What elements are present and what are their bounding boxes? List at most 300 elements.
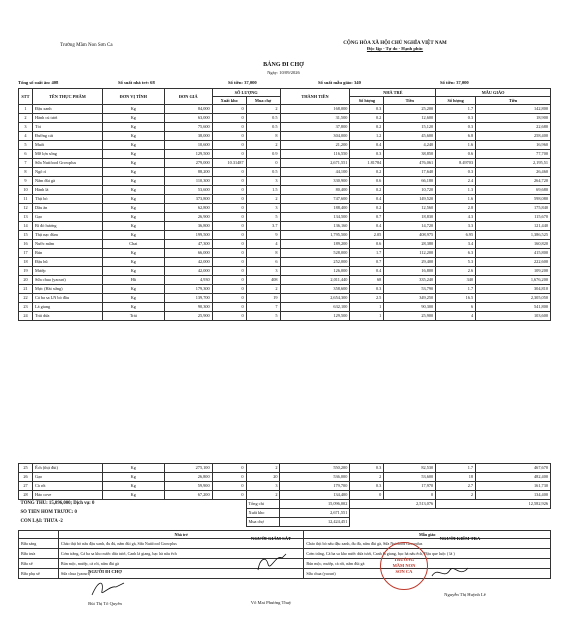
- table-cell: 25: [19, 464, 33, 473]
- table-row: [19, 312, 551, 321]
- col-amount: THÀNH TIỀN: [280, 89, 350, 105]
- table-cell: 28,380: [384, 240, 436, 249]
- table-cell: 0.4: [350, 267, 384, 276]
- table-cell: 373,800: [164, 195, 212, 204]
- table-cell: 0: [212, 150, 246, 159]
- table-cell: 142,800: [476, 105, 551, 114]
- table-cell: 115,670: [476, 213, 551, 222]
- table-cell: 4.3: [436, 213, 476, 222]
- table-cell: 161,730: [476, 482, 551, 491]
- table-cell: 26,800: [164, 473, 212, 482]
- table-cell: 18: [19, 258, 33, 267]
- table-cell: 0.5: [246, 123, 280, 132]
- table-cell: 0.6: [350, 177, 384, 186]
- table-cell: 69,680: [476, 186, 551, 195]
- table-cell: 26,460: [476, 168, 551, 177]
- table-cell: 17: [19, 249, 33, 258]
- col-price: ĐƠN GIÁ: [164, 89, 212, 105]
- table-cell: Gạo: [32, 473, 102, 482]
- table-cell: Hũ: [102, 276, 164, 285]
- table-cell: 0: [212, 285, 246, 294]
- table-cell: 279,000: [164, 159, 212, 168]
- table-cell: 0.3: [436, 168, 476, 177]
- table-cell: 175,840: [476, 204, 551, 213]
- table-cell: 0: [212, 177, 246, 186]
- col-name: TÊN THỰC PHẨM: [32, 89, 102, 105]
- table-cell: 0: [384, 491, 436, 500]
- table-row: [19, 276, 551, 285]
- total-label: Tổng chi: [246, 500, 280, 509]
- table-cell: Mực (Hải sứng): [32, 285, 102, 294]
- table-cell: 408: [246, 276, 280, 285]
- table-cell: 134,400: [476, 491, 551, 500]
- table-cell: 6.3: [436, 249, 476, 258]
- table-row: [19, 303, 551, 312]
- table-cell: 66,180: [384, 177, 436, 186]
- table-cell: Kg: [102, 231, 164, 240]
- table-cell: 9: [19, 177, 33, 186]
- table-row: [19, 231, 551, 240]
- table-cell: 28: [19, 491, 33, 500]
- table-cell: 112,200: [384, 249, 436, 258]
- table-cell: Sữa chua (yaourt): [32, 276, 102, 285]
- table-cell: Bún: [32, 249, 102, 258]
- table-cell: 37,800: [280, 123, 350, 132]
- table-cell: 80,400: [280, 186, 350, 195]
- table-cell: 109,200: [476, 267, 551, 276]
- table-cell: Kg: [102, 213, 164, 222]
- table-cell: 747,600: [280, 195, 350, 204]
- table-cell: Kg: [102, 168, 164, 177]
- table-cell: 2,671,551: [280, 159, 350, 168]
- kids-meals: Số suất nhà trẻ: 68: [118, 80, 155, 85]
- table-cell: 0.5: [246, 114, 280, 123]
- table-cell: 134,400: [280, 491, 350, 500]
- table-cell: 0: [212, 231, 246, 240]
- table-cell: Nước mắm: [32, 240, 102, 249]
- menu-head-nt: Nhà trẻ: [58, 531, 303, 539]
- table-cell: 2: [246, 141, 280, 150]
- table-cell: 1,676,200: [476, 276, 551, 285]
- food-table: [18, 88, 551, 321]
- table-cell: Mỡ lợn sống: [32, 150, 102, 159]
- table-cell: 415,800: [476, 249, 551, 258]
- table-cell: 4: [19, 132, 33, 141]
- table-row: [19, 195, 551, 204]
- table-cell: 20: [246, 473, 280, 482]
- table-cell: 0.3: [350, 105, 384, 114]
- meal-dishes: Bún mộc, mướp, cà rốt, nấm đùi gà: [58, 559, 303, 569]
- table-cell: Trái: [102, 312, 164, 321]
- table-row: [19, 168, 551, 177]
- table-cell: 0: [212, 249, 246, 258]
- table-cell: 2: [246, 105, 280, 114]
- table-cell: Ếch (thịt đùi): [32, 464, 102, 473]
- table-cell: 13: [19, 213, 33, 222]
- table-row: [19, 267, 551, 276]
- table-cell: 304,000: [280, 132, 350, 141]
- col-mg: MẪU GIÁO: [436, 89, 551, 97]
- table-cell: Ngô rì: [32, 168, 102, 177]
- food-table-continued: [18, 463, 551, 527]
- table-cell: 0: [212, 213, 246, 222]
- table-cell: 66,000: [164, 249, 212, 258]
- table-row: [19, 222, 551, 231]
- table-cell: 550,200: [280, 464, 350, 473]
- table-cell: 68: [350, 276, 384, 285]
- table-cell: 3: [246, 177, 280, 186]
- table-cell: 168,000: [280, 105, 350, 114]
- table-cell: Kg: [102, 491, 164, 500]
- table-cell: 0: [212, 267, 246, 276]
- table-cell: 90,300: [164, 303, 212, 312]
- table-cell: 18,900: [476, 114, 551, 123]
- table-cell: 22: [19, 294, 33, 303]
- table-row: [19, 186, 551, 195]
- table-cell: 45,600: [384, 132, 436, 141]
- table-cell: 2: [350, 473, 384, 482]
- table-cell: Kg: [102, 186, 164, 195]
- table-cell: 1,386,525: [476, 231, 551, 240]
- table-cell: Kg: [102, 294, 164, 303]
- table-cell: Lá giang: [32, 303, 102, 312]
- table-cell: 38,000: [164, 132, 212, 141]
- table-cell: 116,550: [280, 150, 350, 159]
- table-cell: Kg: [102, 464, 164, 473]
- nation-title: CỘNG HÒA XÃ HỘI CHỦ NGHĨA VIỆT NAM: [343, 41, 447, 46]
- table-cell: 0: [212, 464, 246, 473]
- table-cell: 0: [212, 186, 246, 195]
- table-cell: 2: [436, 491, 476, 500]
- signature-supervisor: [216, 536, 326, 541]
- table-cell: 1.7: [350, 249, 384, 258]
- table-cell: 2,305,050: [476, 294, 551, 303]
- table-cell: 67,200: [164, 491, 212, 500]
- table-cell: Kg: [102, 195, 164, 204]
- table-cell: 2: [246, 285, 280, 294]
- table-row: [19, 114, 551, 123]
- table-cell: 36,800: [164, 222, 212, 231]
- table-cell: 598,080: [476, 195, 551, 204]
- table-cell: 1: [19, 105, 33, 114]
- table-cell: 0: [212, 294, 246, 303]
- table-cell: Kg: [102, 482, 164, 491]
- table-cell: 77,700: [476, 150, 551, 159]
- meal-dishes: Sữa chua (yaourt): [304, 569, 551, 579]
- school-stamp: TRƯỜNG MẦM NON SƠN CA: [380, 542, 428, 590]
- total-income: TỔNG THU: 15,096,000; Dịch vụ: 0: [20, 501, 95, 507]
- supervisor-name: Võ Mai Phương Thuỳ: [250, 600, 292, 605]
- table-cell: 0.4: [350, 141, 384, 150]
- table-cell: 53,600: [164, 186, 212, 195]
- table-cell: 10,720: [384, 186, 436, 195]
- table-row: [19, 464, 551, 473]
- table-cell: 0.7: [350, 258, 384, 267]
- table-cell: Thịt bò: [32, 195, 102, 204]
- table-cell: 2: [246, 464, 280, 473]
- menu-head-mg: Mẫu giáo: [304, 531, 551, 539]
- table-cell: 2,011,440: [280, 276, 350, 285]
- table-cell: 5: [246, 213, 280, 222]
- table-cell: 252,000: [280, 258, 350, 267]
- table-row: [19, 159, 551, 168]
- table-cell: Đậu xanh: [32, 105, 102, 114]
- table-cell: 0: [212, 114, 246, 123]
- table-cell: 53,600: [384, 473, 436, 482]
- table-cell: 2.5: [350, 294, 384, 303]
- table-cell: 0.3: [350, 285, 384, 294]
- table-cell: 0: [212, 240, 246, 249]
- table-cell: Đường cát: [32, 132, 102, 141]
- table-cell: 0.2: [350, 168, 384, 177]
- table-cell: 29,400: [384, 258, 436, 267]
- table-cell: 129,500: [280, 312, 350, 321]
- table-cell: Kg: [102, 177, 164, 186]
- signature-checker: [400, 536, 520, 541]
- checker-signature-scribble: [430, 560, 470, 584]
- table-cell: 2.6: [436, 267, 476, 276]
- table-row: [19, 204, 551, 213]
- kg-meals: Số suất mẫu giáo: 340: [318, 80, 361, 85]
- table-cell: Kg: [102, 285, 164, 294]
- table-cell: Kg: [102, 222, 164, 231]
- table-cell: 15: [19, 231, 33, 240]
- table-row: [19, 285, 551, 294]
- table-cell: 10.31487: [212, 159, 246, 168]
- buyer-name: Bùi Thị Tố Quyên: [88, 601, 122, 606]
- table-cell: 126,000: [280, 267, 350, 276]
- table-cell: 121,440: [476, 222, 551, 231]
- table-cell: 528,000: [280, 249, 350, 258]
- col-qty: SỐ LƯỢNG: [212, 89, 280, 97]
- table-cell: 0: [212, 141, 246, 150]
- table-cell: 0.6: [436, 150, 476, 159]
- table-cell: 0: [212, 123, 246, 132]
- meal-label: Bữa trưa: [19, 549, 59, 559]
- table-cell: 349,250: [384, 294, 436, 303]
- table-cell: Kg: [102, 249, 164, 258]
- col-stt: STT: [19, 89, 33, 105]
- table-cell: 6: [19, 150, 33, 159]
- table-cell: 1,795,500: [280, 231, 350, 240]
- table-cell: 536,000: [280, 473, 350, 482]
- table-cell: 26: [19, 473, 33, 482]
- table-cell: 44,100: [280, 168, 350, 177]
- table-cell: 0.3: [436, 114, 476, 123]
- total-meals: Tổng số suất ăn: 408: [18, 80, 59, 85]
- table-cell: 0: [212, 105, 246, 114]
- table-cell: 1.5: [246, 186, 280, 195]
- table-cell: 264,720: [476, 177, 551, 186]
- table-row: [19, 123, 551, 132]
- table-cell: 18,830: [384, 213, 436, 222]
- table-cell: Đậu hũ: [32, 258, 102, 267]
- table-cell: 304,810: [476, 285, 551, 294]
- table-cell: 11: [19, 195, 33, 204]
- table-cell: 31,500: [280, 114, 350, 123]
- table-row: [19, 132, 551, 141]
- table-cell: 0.2: [350, 186, 384, 195]
- table-cell: 188,400: [280, 204, 350, 213]
- table-cell: Kg: [102, 123, 164, 132]
- table-cell: 7: [246, 303, 280, 312]
- table-cell: 8: [246, 132, 280, 141]
- table-cell: 24: [19, 312, 33, 321]
- signature-buyer: [50, 569, 160, 574]
- table-cell: 59,900: [164, 482, 212, 491]
- table-cell: 18: [436, 473, 476, 482]
- meal-dishes: Cơm trắng, Cá ba sa kho nước dừa tươi, Canh lá giang, bạc hà nấu ếch: [58, 549, 303, 559]
- col-unit: ĐƠN VỊ TÍNH: [102, 89, 164, 105]
- table-cell: Hành củ tươi: [32, 114, 102, 123]
- table-cell: 16.5: [436, 294, 476, 303]
- nt-total: 2,513,076: [350, 500, 436, 509]
- table-cell: 9: [246, 231, 280, 240]
- table-cell: 222,600: [476, 258, 551, 267]
- nation-header: [310, 41, 480, 51]
- table-cell: 0.6: [350, 240, 384, 249]
- table-cell: 160,820: [476, 240, 551, 249]
- table-cell: 3: [246, 204, 280, 213]
- table-cell: 0.2: [350, 123, 384, 132]
- table-row: [19, 482, 551, 491]
- meal-label: Bữa xế: [19, 559, 59, 569]
- table-cell: Nấm đùi gà: [32, 177, 102, 186]
- table-cell: 14: [19, 222, 33, 231]
- table-cell: 1: [350, 312, 384, 321]
- table-cell: Kg: [102, 150, 164, 159]
- table-cell: Thịt nạc đùm: [32, 231, 102, 240]
- col-buy: Mua chợ: [246, 97, 280, 105]
- table-cell: 5: [19, 141, 33, 150]
- table-cell: 3.4: [436, 240, 476, 249]
- table-cell: 129,500: [164, 150, 212, 159]
- table-row: [19, 294, 551, 303]
- table-cell: Sữa Nutifood Growplus: [32, 159, 102, 168]
- table-cell: 1.6: [436, 141, 476, 150]
- remaining: CÒN LẠI: THỪA -2: [20, 519, 63, 524]
- table-cell: 22,680: [476, 123, 551, 132]
- table-cell: 3: [19, 123, 33, 132]
- table-cell: Kg: [102, 141, 164, 150]
- stock-label: Xuất kho: [246, 509, 280, 518]
- table-cell: 4,930: [164, 276, 212, 285]
- meal-dishes: Sữa chua (yaourt): [58, 569, 303, 579]
- table-cell: 1: [350, 303, 384, 312]
- table-cell: 0.5: [246, 168, 280, 177]
- table-cell: Gạo: [32, 213, 102, 222]
- table-cell: 136,160: [280, 222, 350, 231]
- table-cell: 0.9: [246, 150, 280, 159]
- col-out: Xuất kho: [212, 97, 246, 105]
- table-cell: 0: [246, 159, 280, 168]
- col-mg-qty: Số lượng: [436, 97, 476, 105]
- table-cell: Cà rốt: [32, 482, 102, 491]
- table-cell: 6: [246, 258, 280, 267]
- table-cell: 12,560: [384, 204, 436, 213]
- table-cell: Mướp: [32, 267, 102, 276]
- table-cell: Kg: [102, 303, 164, 312]
- table-cell: 3: [246, 482, 280, 491]
- table-cell: 7: [19, 159, 33, 168]
- table-cell: 0.2: [350, 204, 384, 213]
- table-cell: 10: [19, 186, 33, 195]
- table-cell: 6: [436, 303, 476, 312]
- checker-name: Nguyễn Thị Huỳnh Lê: [444, 592, 486, 597]
- table-cell: 5: [246, 312, 280, 321]
- table-row: [19, 105, 551, 114]
- table-row: [19, 258, 551, 267]
- table-cell: 12: [19, 204, 33, 213]
- col-nt-money: Tiền: [384, 97, 436, 105]
- table-cell: 16,960: [476, 141, 551, 150]
- table-cell: 0: [212, 258, 246, 267]
- mg-total: 12,582,926: [436, 500, 551, 509]
- table-cell: Kg: [102, 114, 164, 123]
- table-cell: 0.2: [350, 114, 384, 123]
- table-cell: Chai: [102, 240, 164, 249]
- table-cell: 15,120: [384, 123, 436, 132]
- table-cell: 482,400: [476, 473, 551, 482]
- table-cell: 6.95: [436, 231, 476, 240]
- table-cell: 5.3: [436, 258, 476, 267]
- meal-dishes: Cháo thịt bò nấu đậu xanh, đu đủ, nấm đùi gà, Sữa Nutifood Growplus: [58, 539, 303, 549]
- table-cell: 4,240: [384, 141, 436, 150]
- meal-label: Bữa phụ xế: [19, 569, 59, 579]
- table-cell: 340: [436, 276, 476, 285]
- table-cell: 0: [212, 482, 246, 491]
- table-cell: 0: [212, 204, 246, 213]
- meal-label: Bữa sáng: [19, 539, 59, 549]
- page-title: BẢNG ĐI CHỢ: [263, 62, 304, 68]
- table-cell: 330,900: [280, 177, 350, 186]
- table-cell: 19: [246, 294, 280, 303]
- table-cell: Kg: [102, 105, 164, 114]
- table-row: [19, 249, 551, 258]
- table-cell: 16,800: [384, 267, 436, 276]
- table-cell: Kg: [102, 258, 164, 267]
- table-cell: 1.2: [350, 132, 384, 141]
- table-cell: 21,200: [280, 141, 350, 150]
- table-cell: 2.4: [436, 177, 476, 186]
- table-row: [19, 491, 551, 500]
- table-cell: 21: [19, 285, 33, 294]
- table-cell: 2,654,300: [280, 294, 350, 303]
- table-cell: 20: [19, 276, 33, 285]
- table-cell: 25,900: [164, 312, 212, 321]
- table-cell: 3: [246, 267, 280, 276]
- table-cell: 0.7: [350, 213, 384, 222]
- table-cell: 110,300: [164, 177, 212, 186]
- table-cell: 1.3: [436, 186, 476, 195]
- table-cell: 10,600: [164, 141, 212, 150]
- table-cell: 0: [212, 276, 246, 285]
- table-cell: 47,300: [164, 240, 212, 249]
- table-cell: 88,200: [164, 168, 212, 177]
- table-cell: 1.81784: [350, 159, 384, 168]
- table-cell: 408,975: [384, 231, 436, 240]
- table-cell: 25,900: [384, 312, 436, 321]
- table-cell: Muối: [32, 141, 102, 150]
- table-cell: 275,100: [164, 464, 212, 473]
- table-cell: 12,600: [384, 114, 436, 123]
- table-cell: 258,400: [476, 132, 551, 141]
- table-cell: Bí đỏ hương: [32, 222, 102, 231]
- table-cell: 0.3: [350, 150, 384, 159]
- table-cell: 63,000: [164, 114, 212, 123]
- table-cell: 632,100: [280, 303, 350, 312]
- table-cell: 62,800: [164, 204, 212, 213]
